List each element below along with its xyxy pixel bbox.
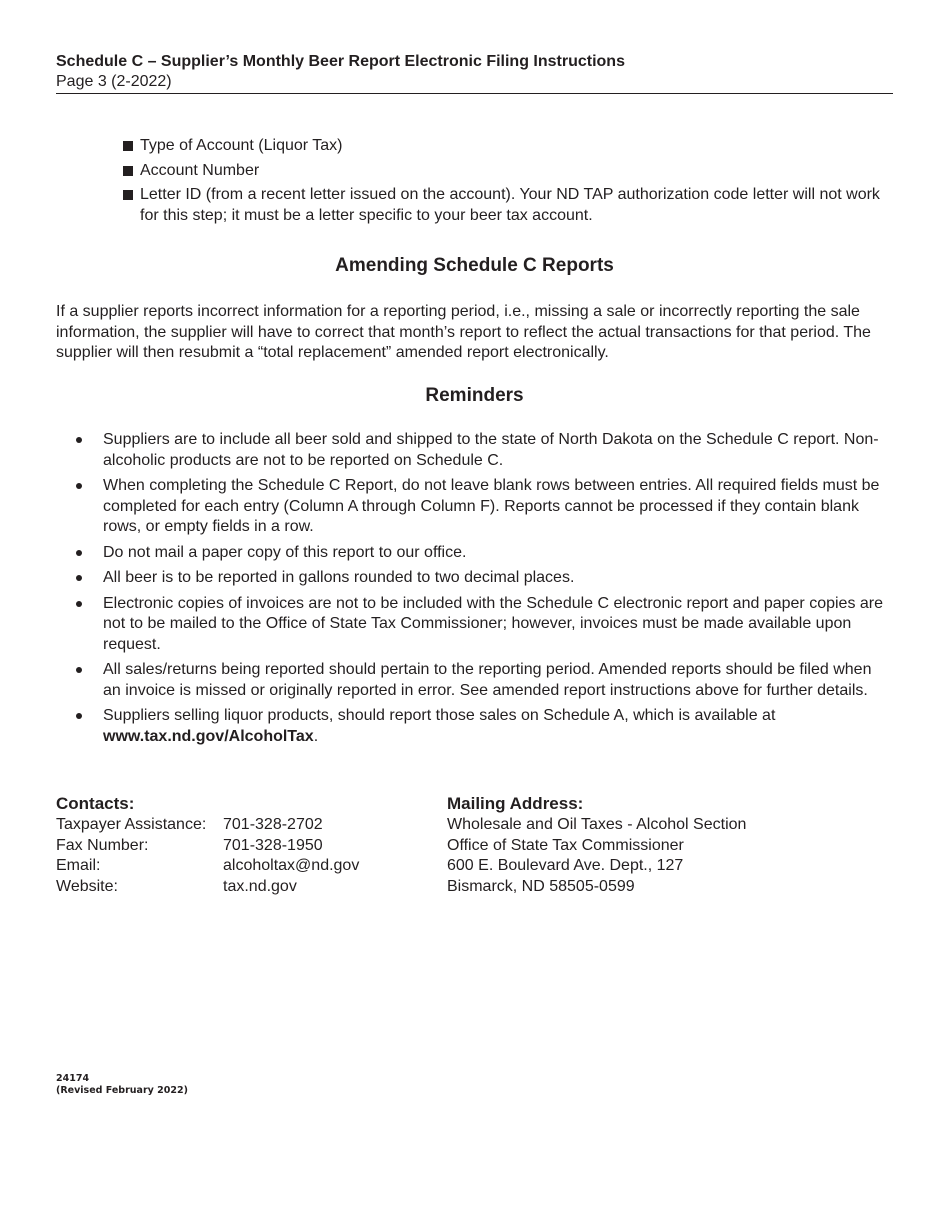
square-bullet-icon — [123, 141, 133, 151]
address-line: Office of State Tax Commissioner — [447, 836, 684, 854]
contact-row: Email: alcoholtax@nd.gov — [56, 856, 426, 877]
list-item: Do not mail a paper copy of this report to our office. — [56, 543, 893, 564]
form-identifier — [56, 1073, 188, 1096]
reminders-list — [56, 430, 893, 752]
reminders-heading: Reminders — [425, 385, 524, 406]
requirements-list — [121, 136, 893, 230]
mailing-title: Mailing Address: — [447, 794, 584, 813]
address-line: Wholesale and Oil Taxes - Alcohol Section — [447, 816, 747, 833]
list-item: Suppliers are to include all beer sold and shipped to the state of North Dakota on the Schedule C report. Non-alcoholic products are not to be reported on Schedule C. — [56, 430, 893, 471]
bullet-icon — [76, 437, 82, 443]
page-header — [56, 52, 892, 92]
form-number: 24174 — [56, 1073, 90, 1084]
bullet-icon — [76, 550, 82, 556]
list-item: Type of Account (Liquor Tax) — [121, 136, 893, 157]
square-bullet-icon — [123, 190, 133, 200]
contact-row: Taxpayer Assistance: 701-328-2702 — [56, 815, 426, 836]
contact-row: Fax Number: 701-328-1950 — [56, 836, 426, 857]
website-value: tax.nd.gov — [223, 877, 297, 895]
alcohol-tax-link[interactable]: www.tax.nd.gov/AlcoholTax — [103, 727, 314, 745]
list-item: All beer is to be reported in gallons rounded to two decimal places. — [56, 568, 893, 589]
phone-value: 701-328-2702 — [223, 816, 323, 833]
list-item: All sales/returns being reported should pertain to the reporting period. Amended reports should be filed when an invoice is missed or originally reported in error. See amended report instructions above for further details. — [56, 660, 893, 701]
fax-value: 701-328-1950 — [223, 836, 323, 854]
header-divider — [56, 93, 893, 94]
page-number: Page 3 (2-2022) — [56, 73, 172, 90]
bullet-icon — [76, 575, 82, 581]
amending-heading: Amending Schedule C Reports — [335, 255, 614, 276]
mailing-address-block — [447, 793, 887, 897]
contact-row: Website: tax.nd.gov — [56, 877, 426, 898]
bullet-icon — [76, 713, 82, 719]
email-value: alcoholtax@nd.gov — [223, 857, 360, 874]
list-item: When completing the Schedule C Report, do not leave blank rows between entries. All required fields must be completed for each entry (Column A through Column F). Reports cannot be processed if they contain blank rows, or empty fields in a row. — [56, 476, 893, 538]
contacts-block — [56, 793, 426, 897]
list-item: Letter ID (from a recent letter issued on the account). Your ND TAP authorization code letter will not work for this step; it must be a letter specific to your beer tax account. — [121, 185, 893, 226]
revision-date: (Revised February 2022) — [56, 1084, 188, 1096]
address-line: Bismarck, ND 58505-0599 — [447, 877, 635, 895]
amending-paragraph: If a supplier reports incorrect information for a reporting period, i.e., missing a sale or incorrectly reporting the sale information, the supplier will have to correct that month’s report to reflect the actual transactions for that period. The supplier will then resubmit a “total replacement” amended report electronically. — [56, 303, 871, 361]
list-item: Suppliers selling liquor products, should report those sales on Schedule A, which is available at www.tax.nd.gov/AlcoholTax. — [56, 706, 893, 747]
bullet-icon — [76, 483, 82, 489]
contacts-title: Contacts: — [56, 794, 135, 813]
document-title: Schedule C – Supplier’s Monthly Beer Report Electronic Filing Instructions — [56, 53, 625, 70]
address-line: 600 E. Boulevard Ave. Dept., 127 — [447, 857, 684, 874]
list-item: Electronic copies of invoices are not to be included with the Schedule C electronic report and paper copies are not to be mailed to the Office of State Tax Commissioner; however, invoices must be made available upon request. — [56, 594, 893, 656]
list-item: Account Number — [121, 161, 893, 182]
square-bullet-icon — [123, 166, 133, 176]
bullet-icon — [76, 601, 82, 607]
bullet-icon — [76, 667, 82, 673]
